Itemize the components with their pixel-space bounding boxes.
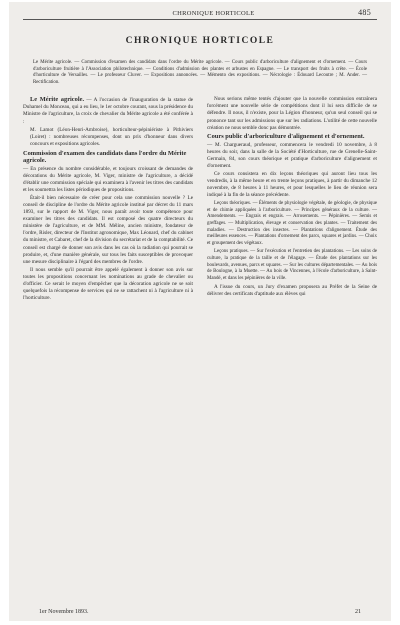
paragraph-cours-public: — M. Chargueraud, professeur, commencera le vendredi 10 novembre, à 8 heures du soir, dans la salle de la Société d'Horticulture, rue de Grenelle-Saint-Germain, 84, son cours théorique et pratique d'arboriculture d'alignement et d'ornement. [207,141,377,169]
paragraph-avis: Il nous semble qu'il pourrait être appelé également à donner son avis sur toutes les propositions concernant les nominations au grade de chevalier ou d'officier. Ce serait le moyen d'empêcher que la décoration agricole ne se soit quelquefois la récompense de services qui ne se rattachent ni à l'agriculture ni à l'horticulture. [23,267,193,302]
page-number: 485 [358,8,371,17]
article-summary: Le Mérite agricole. — Commission d'examen des candidats dans l'ordre du Mérite agricole. — Cours public d'arboriculture d'alignement et d'ornement. — Cours d'arboriculture fruitière à l'Association philotechnique. — Conditions d'admission des plantes et arbustes en Espagne. — Le transport des fruits à crête. — École d'horticulture de Versailles. — Le professeur Cluver. — Expositions annoncées. — Mémento des expositions. — Nécrologie : Édouard Lecoutre ; M. Ander. — Rectification. [33,60,367,85]
running-header [23,8,377,20]
paragraph-conseil: Était-il bien nécessaire de créer pour cela une commission nouvelle ? Le conseil de discipline de l'ordre du Mérite agricole institué par décret du 11 mars 1893, sur le rapport de M. Viger, nous paraît avoir toute compétence pour examiner les titres des candidats. Il est composé des quatre directeurs du ministère de l'agriculture, et de MM. Méline, ancien ministre, fondateur de l'ordre, Risler, directeur de l'Institut agronomique, Max Léonard, chef du cabinet du ministre, et Cabaret, chef de la division du secrétariat et de la comptabilité. Ce conseil est chargé de donner son avis dans les cas où la radiation qui pourrait se produire, et, d'une manière générale, sur tous les faits susceptibles de provoquer une mesure disciplinaire à l'égard des membres de l'ordre. [23,195,193,265]
paragraph-lecons: Ce cours consistera en dix leçons théoriques qui auront lieu tous les vendredis, à la même heure et en trente leçons pratiques, à partir du dimanche 12 novembre, de 8 heures à 11 heures, et pour lesquelles le lieu de réunion sera indiqué à la fin de la séance précédente. [207,171,377,199]
journal-page [9,2,391,621]
section-heading-cours-public: Cours public d'arboriculture d'alignement et d'ornement. [207,133,365,141]
paragraph-jury: A l'issue du cours, un Jury d'examen proposera au Préfet de la Seine de délivrer des certificats d'aptitude aux élèves qui [207,284,377,298]
paragraph-merite-agricole [23,96,193,125]
section-lead-merite-agricole: Le Mérite agricole. [30,96,85,104]
right-column [207,96,377,304]
paragraph-lamot: M. Lamot (Léon-Henri-Ambroise), horticulteur-pépiniériste à Pithiviers (Loiret) : nombreuses récompenses, dont un prix d'honneur dans divers concours et expositions agricoles. [30,127,193,148]
paragraph-lecons-pratiques: Leçons pratiques. — Sur l'exécution et l'entretien des plantations. — Les soins de culture, la pratique de la taille et de l'élagage. — Étude des plantations sur les boulevards, avenues, parcs et squares. — Sur les cultures départementales. — Au bois de Boulogne, à la Muette. — Au bois de Vincennes, à l'école d'arboriculture, à Saint-Mandé, et dans les pépinières de la ville. [207,249,377,282]
article-title: CHRONIQUE HORTICOLE [125,36,275,46]
paragraph-text: — A l'occasion de l'inauguration de la statue de Duhamel du Monceau, qui a eu lieu, le 1er octobre courant, sous la présidence du Ministre de l'agriculture, la croix de chevalier du Mérite agricole a été conférée à : [23,97,193,125]
paragraph-lecons-theoriques: Leçons théoriques. — Éléments de physiologie végétale, de géologie, de physique et de chimie appliquées à l'arboriculture. — Principes généraux de la culture. — Amendements. — Engrais et engrais. — Arrosements. — Pépinières. — Semis et greffages. — Multiplication, élevage et conservation des plantes. — Traitement des maladies. — Destruction des insectes. — Plantations d'alignement. Étude des meilleures essences. — Plantations d'ornement des parcs, squares et jardins. — Choix et groupement des végétaux. [207,200,377,247]
left-column [23,96,193,304]
paragraph-commission: — En présence du nombre considérable, et toujours croissant de demandes de décorations du Mérite agricole, M. Viger, ministre de l'agriculture, a décidé d'établir une commission spéciale qui examinera à l'avenir les titres des candidats et les soumettra les listes périodiques de propositions. [23,165,193,193]
two-column-body [23,96,377,304]
section-heading-commission: Commission d'examen des candidats dans l'ordre du Mérite agricole. [23,149,187,165]
page-footer [39,609,361,615]
running-header-title: CHRONIQUE HORTICOLE [172,10,255,17]
paragraph-commission-suite: Nous serions même tentés d'ajouter que la nouvelle commission entraînera forcément une nouvelle série de compétitions dont il lui sera difficile de se défendre. Il nous, il n'existe, pour la Légion d'honneur, qu'un seul conseil qui se prononce tant sur les admissions que sur les radiations. L'utilité de cette nouvelle création ne nous semble donc pas démontrée. [207,96,377,131]
issue-date: 1er Novembre 1893. [39,609,89,615]
signature-mark: 21 [355,609,361,615]
